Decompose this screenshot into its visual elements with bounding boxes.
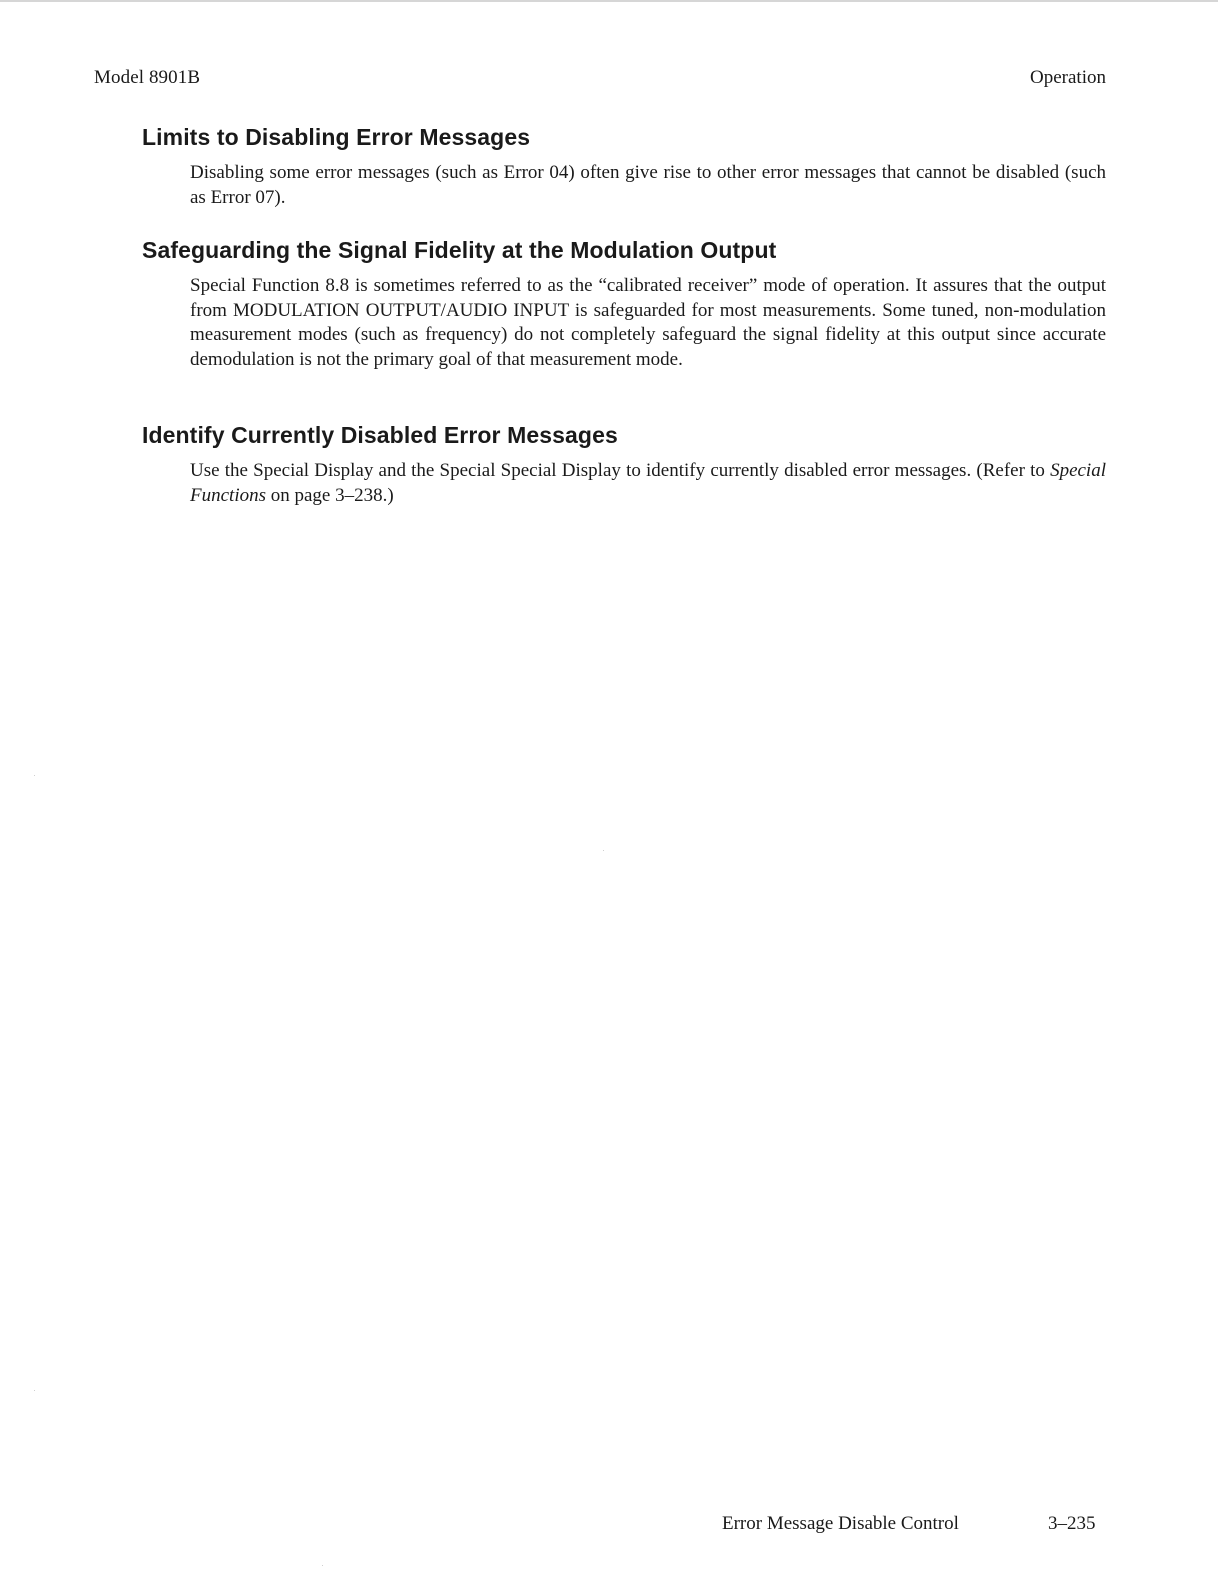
scan-speck [34, 775, 35, 776]
section-paragraph [190, 459, 1106, 508]
top-edge-rule [0, 0, 1218, 2]
scan-speck [603, 850, 604, 851]
paragraph-text: on page 3–238.) [266, 484, 394, 506]
header-model: Model 8901B [94, 67, 201, 88]
section-identify [142, 421, 1106, 508]
section-limits [142, 123, 1106, 210]
scan-speck [322, 1565, 323, 1566]
page-number: 3–235 [1048, 1513, 1096, 1534]
section-heading: Identify Currently Disabled Error Messages [142, 422, 618, 448]
section-heading: Limits to Disabling Error Messages [142, 124, 531, 150]
header-section: Operation [1030, 67, 1106, 88]
paragraph-text: Use the Special Display and the Special Special Display to identify currently disabled error messages. (Refer to [190, 460, 1051, 481]
section-heading: Safeguarding the Signal Fidelity at the Modulation Output [142, 237, 777, 263]
cross-reference: Special Functions [190, 460, 1106, 506]
section-safeguarding [142, 236, 1106, 372]
footer-title: Error Message Disable Control [722, 1513, 959, 1534]
section-paragraph: Disabling some error messages (such as Error 04) often give rise to other error messages that cannot be disabled (such as Error 07). [190, 162, 1106, 208]
scan-speck [34, 1390, 35, 1391]
section-paragraph: Special Function 8.8 is sometimes referred to as the “calibrated receiver” mode of operation. It assures that the output from MODULATION OUTPUT/AUDIO INPUT is safeguarded for most measurements. Some tuned, non-modulation measurement modes (such as frequency) do not completely safeguard the signal fidelity at this output since accurate demodulation is not the primary goal of that measurement mode. [190, 275, 1106, 370]
